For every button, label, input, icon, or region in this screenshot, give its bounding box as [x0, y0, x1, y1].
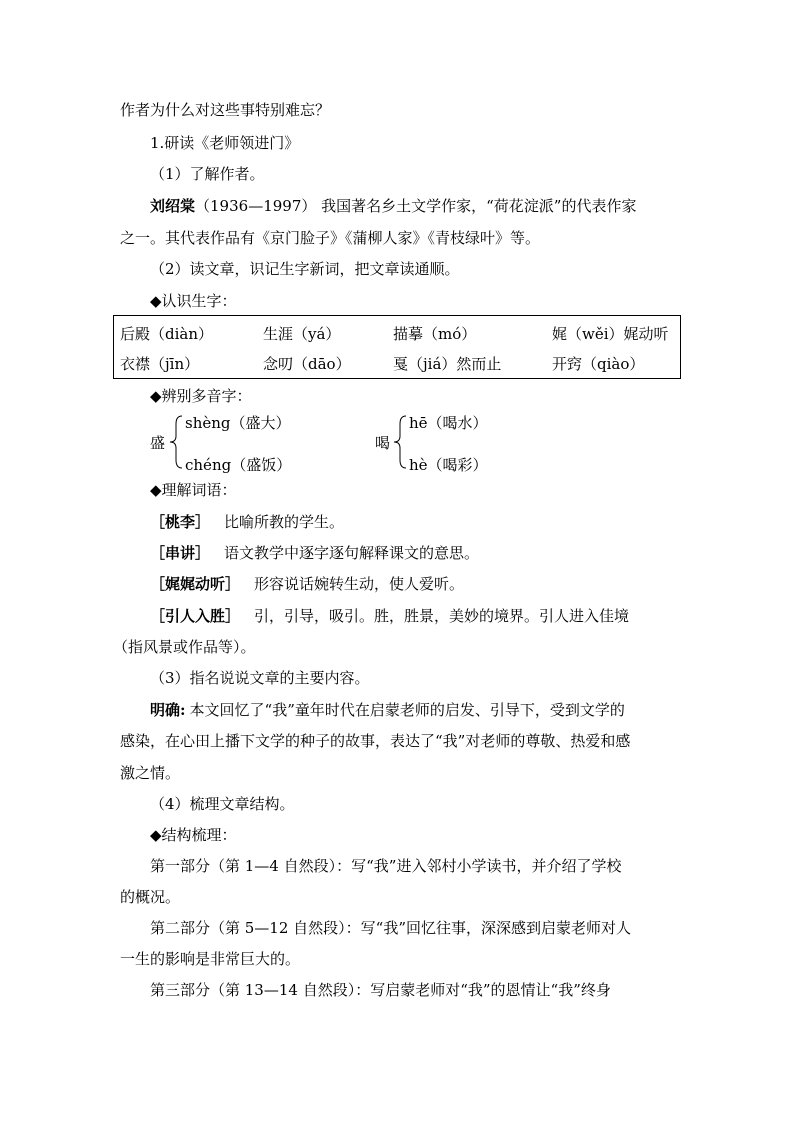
author-works: 之一。其代表作品有《京门脸子》《蒲柳人家》《青枝绿叶》等。 — [120, 229, 541, 247]
section-heading: 1.研读《老师领进门》 — [150, 134, 300, 152]
words-title: ◆理解词语： — [150, 481, 237, 499]
question-line: 作者为什么对这些事特别难忘？ — [120, 101, 331, 119]
brace-icon — [168, 414, 184, 470]
author-name: 刘绍棠 — [150, 197, 196, 215]
summary-line — [150, 700, 625, 720]
step-3: （3）指名说说文章的主要内容。 — [150, 669, 370, 687]
vocab-cell: 戛（jiá）然而止 — [393, 355, 502, 373]
word-term: ［娓娓动听］ — [150, 575, 241, 593]
word-term: ［桃李］ — [150, 513, 211, 531]
vocab-cell: 娓（wěi）娓动听 — [552, 325, 669, 343]
word-definition-cont: （指风景或作品等）。 — [113, 638, 256, 656]
word-definition: 形容说话婉转生动，使人爱听。 — [254, 575, 465, 593]
word-definition: 语文教学中逐字逐句解释课文的意思。 — [224, 544, 480, 562]
poly-char-sheng: 盛 — [150, 434, 166, 452]
vocab-cell: 念叨（dāo） — [263, 355, 351, 373]
vocab-cell: 开窍（qiào） — [552, 355, 645, 373]
poly-title: ◆辨别多音字： — [150, 387, 252, 405]
vocab-cell: 衣襟（jīn） — [120, 355, 200, 373]
structure-part-1: 第一部分（第 1—4 自然段）：写“我”进入邻村小学读书，并介绍了学校 — [150, 857, 622, 875]
structure-part-3: 第三部分（第 13—14 自然段）：写启蒙老师对“我”的恩情让“我”终身 — [150, 981, 611, 999]
structure-title: ◆结构梳理： — [150, 826, 237, 844]
step-1: （1）了解作者。 — [150, 165, 265, 183]
structure-part-1-cont: 的概况。 — [120, 888, 181, 906]
chars-title: ◆认识生字： — [150, 292, 237, 310]
poly-he-reading-1: hē（喝水） — [409, 414, 488, 432]
summary-label: 明确: — [150, 701, 186, 719]
author-info: （1936—1997） 我国著名乡土文学作家，“荷花淀派”的代表作家 — [195, 197, 637, 215]
word-entry — [150, 512, 344, 532]
structure-part-2: 第二部分（第 5—12 自然段）：写“我”回忆往事，深深感到启蒙老师对人 — [150, 919, 632, 937]
vocab-cell: 生涯（yá） — [263, 325, 341, 343]
poly-he-reading-2: hè（喝彩） — [409, 456, 488, 474]
word-term: ［引人入胜］ — [150, 607, 241, 625]
structure-part-2-cont: 一生的影响是非常巨大的。 — [120, 950, 301, 968]
step-2: （2）读文章，识记生字新词，把文章读通顺。 — [150, 260, 460, 278]
poly-sheng-reading-2: chéng（盛饭） — [185, 456, 292, 474]
summary-text-2: 感染，在心田上播下文学的种子的故事，表达了“我”对老师的尊敬、热爱和感 — [120, 732, 631, 750]
word-entry — [150, 543, 479, 563]
word-entry — [150, 574, 464, 594]
vocab-cell: 后殿（diàn） — [120, 325, 214, 343]
word-definition: 引，引导，吸引。胜，胜景，美妙的境界。引人进入佳境 — [254, 607, 630, 625]
word-term: ［串讲］ — [150, 544, 211, 562]
summary-text-3: 激之情。 — [120, 764, 181, 782]
summary-text: 本文回忆了“我”童年时代在启蒙老师的启发、引导下，受到文学的 — [189, 701, 625, 719]
author-line — [150, 196, 636, 216]
vocab-cell: 描摹（mó） — [393, 325, 477, 343]
word-definition: 比喻所教的学生。 — [224, 513, 345, 531]
poly-char-he: 喝 — [375, 434, 391, 452]
step-4: （4）梳理文章结构。 — [150, 795, 295, 813]
poly-sheng-reading-1: shèng（盛大） — [185, 414, 291, 432]
word-entry — [150, 606, 629, 626]
vocab-table — [113, 315, 681, 379]
brace-icon — [392, 414, 408, 470]
